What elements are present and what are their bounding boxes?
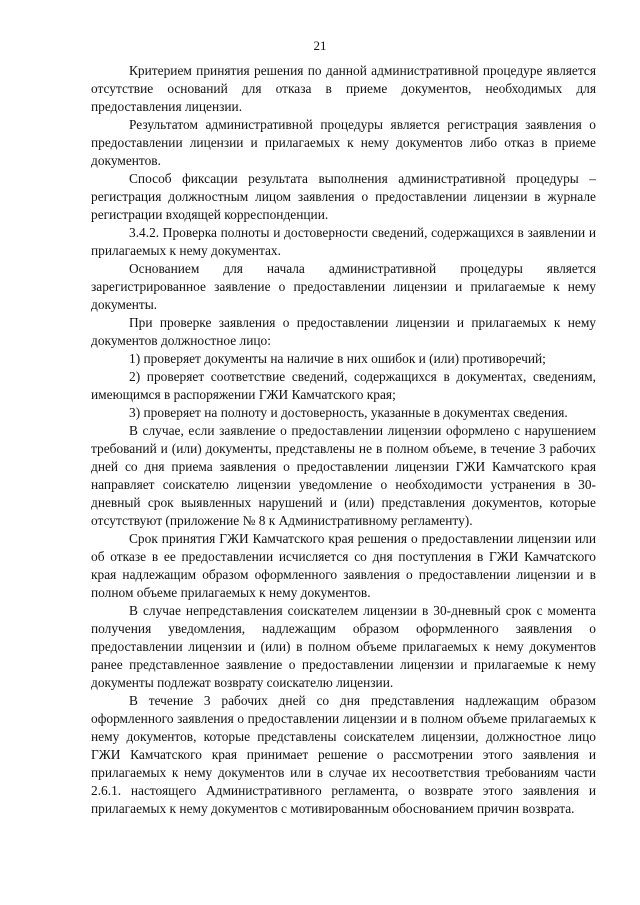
paragraph-review-decision: В течение 3 рабочих дней со дня представления надлежащим образом оформленного заявления о предоставлении лицензии и в полном объеме прилагаемых к нему документов, которые представлены соискателем лицензии, должностное лицо ГЖИ Камчатского края принимает решение о рассмотрении этого заявления и прилагаемых к нему документов или в случае их несоответствия требованиям части 2.6.1. настоящего Административного регламента, о возврате этого заявления и прилагаемых к нему документов с мотивированным обоснованием причин возврата. bbox=[91, 693, 596, 816]
page-number: 21 bbox=[313, 38, 327, 53]
paragraph-result-fixation: Способ фиксации результата выполнения административной процедуры – регистрация должностным лицом заявления о предоставлении лицензии в журнале регистрации входящей корреспонденции. bbox=[91, 171, 596, 222]
paragraph-verification-intro: При проверке заявления о предоставлении лицензии и прилагаемых к нему документов должностное лицо: bbox=[91, 315, 596, 348]
list-item-3: 3) проверяет на полноту и достоверность, указанные в документах сведения. bbox=[129, 405, 568, 420]
paragraph-decision-deadline: Срок принятия ГЖИ Камчатского края решения о предоставлении лицензии или об отказе в ее предоставлении исчисляется со дня поступления в ГЖИ Камчатского края надлежащим образом оформленного заявления о предоставлении лицензии и в полном объеме прилагаемых к нему документов. bbox=[91, 531, 596, 600]
paragraph-procedure-basis: Основанием для начала административной процедуры является зарегистрированное заявление о предоставлении лицензии и прилагаемые к нему документы. bbox=[91, 261, 596, 312]
paragraph-return-documents: В случае непредставления соискателем лицензии в 30-дневный срок с момента получения уведомления, надлежащим образом оформленного заявления о предоставлении лицензии и (или) в полном объеме прилагаемых к нему документов ранее представленное заявление о предоставлении лицензии и прилагаемые к нему документы подлежат возврату соискателю лицензии. bbox=[91, 603, 596, 690]
list-item-1: 1) проверяет документы на наличие в них ошибок и (или) противоречий; bbox=[129, 351, 546, 366]
paragraph-procedure-result: Результатом административной процедуры является регистрация заявления о предоставлении лицензии и прилагаемых к нему документов либо отказ в приеме документов. bbox=[91, 117, 596, 168]
paragraph-decision-criterion: Критерием принятия решения по данной административной процедуре является отсутствие оснований для отказа в приеме документов, необходимых для предоставления лицензии. bbox=[91, 63, 596, 114]
document-body bbox=[91, 62, 596, 818]
paragraph-violation-notice: В случае, если заявление о предоставлении лицензии оформлено с нарушением требований и (или) документы, представлены не в полном объеме, в течение 3 рабочих дней со дня приема заявления о предоставлении лицензии ГЖИ Камчатского края направляет соискателю лицензии уведомление о необходимости устранения в 30-дневный срок выявленных нарушений и (или) представления документов, которые отсутствуют (приложение № 8 к Административному регламенту). bbox=[91, 423, 596, 528]
list-item-2: 2) проверяет соответствие сведений, содержащихся в документах, сведениям, имеющимся в распоряжении ГЖИ Камчатского края; bbox=[91, 369, 596, 402]
section-heading-3-4-2: 3.4.2. Проверка полноты и достоверности сведений, содержащихся в заявлении и прилагаемых к нему документах. bbox=[91, 225, 596, 258]
